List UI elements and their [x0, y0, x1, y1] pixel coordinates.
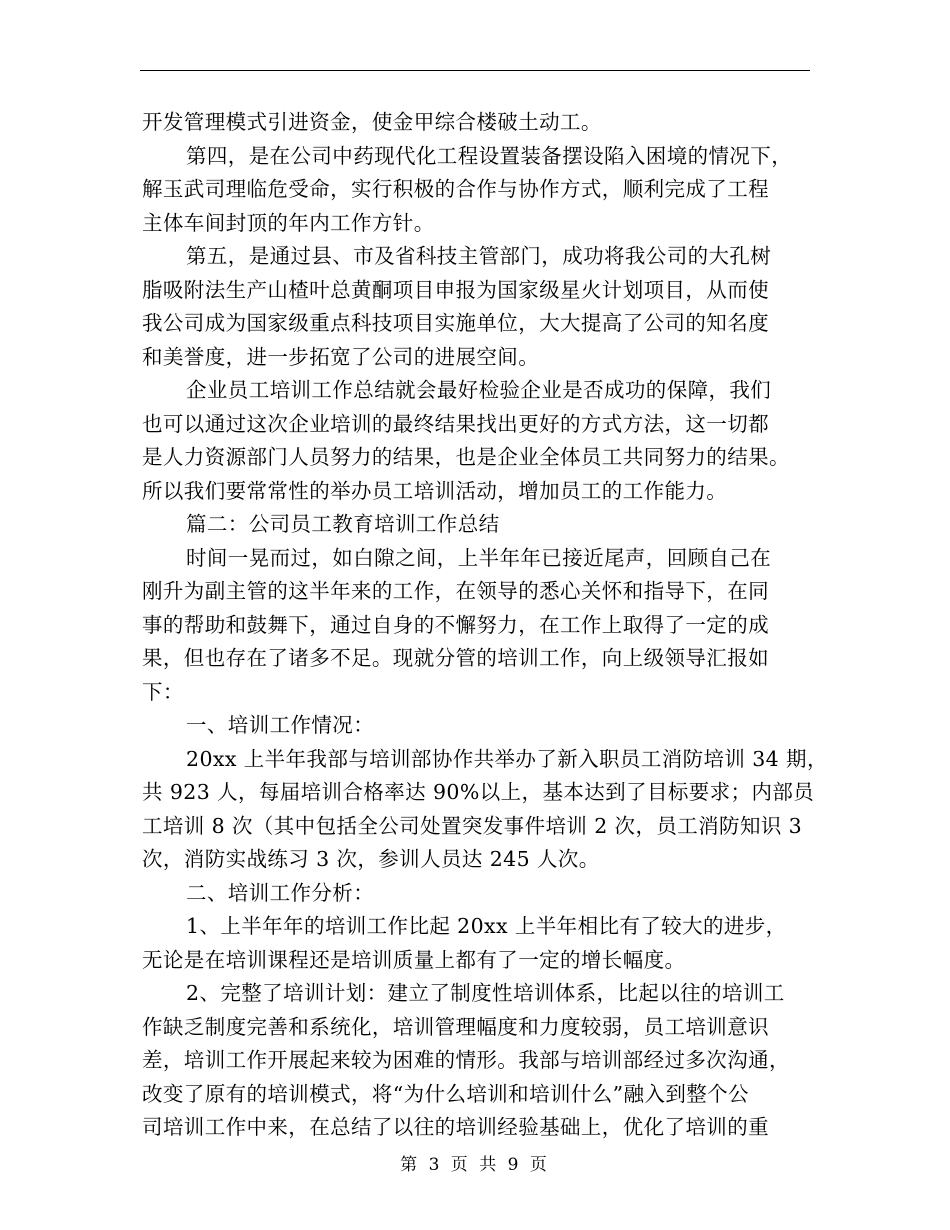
text-line: 所以我们要常常性的举办员工培训活动，增加员工的工作能力。: [142, 478, 728, 503]
page-footer: [0, 1150, 950, 1175]
text-line: 20xx 上半年我部与培训部协作共举办了新入职员工消防培训 34 期，: [186, 746, 828, 771]
text-line: 开发管理模式引进资金，使金甲综合楼破土动工。: [142, 110, 602, 134]
text-line: 次，消防实战练习 3 次，参训人员达 245 人次。: [142, 847, 600, 871]
text-line: 企业员工培训工作总结就会最好检验企业是否成功的保障，我们: [186, 378, 772, 402]
text-line: 是人力资源部门人员努力的结果，也是企业全体员工共同努力的结果。: [142, 445, 790, 469]
text-line: 解玉武司理临危受命，实行积极的合作与协作方式，顺利完成了工程: [142, 177, 769, 201]
text-line: 2、完整了培训计划：建立了制度性培训体系，比起以往的培训工: [186, 981, 785, 1005]
text-line: 时间一晃而过，如白隙之间，上半年年已接近尾声，回顾自己在: [186, 545, 772, 570]
text-line: 刚升为副主管的这半年来的工作，在领导的悉心关怀和指导下，在同: [142, 579, 769, 603]
text-line: 主体车间封顶的年内工作方针。: [142, 210, 435, 235]
text-line: 和美誉度，进一步拓宽了公司的进展空间。: [142, 344, 540, 369]
text-line: 下：: [142, 679, 184, 704]
text-line: 果，但也存在了诸多不足。现就分管的培训工作，向上级领导汇报如: [142, 646, 769, 670]
text-line: 司培训工作中来，在总结了以往的培训经验基础上，优化了培训的重: [142, 1115, 769, 1139]
text-line: 差，培训工作开展起来较为困难的情形。我部与培训部经过多次沟通，: [142, 1048, 790, 1072]
text-line: 脂吸附法生产山楂叶总黄酮项目申报为国家级星火计划项目，从而使: [142, 277, 769, 302]
footer-suffix: 页: [529, 1155, 550, 1175]
text-line: 共 923 人，每届培训合格率达 90%以上，基本达到了目标要求；内部员: [142, 780, 815, 804]
text-line: 一、培训工作情况：: [186, 713, 375, 737]
text-line: 第四，是在公司中药现代化工程设置装备摆设陷入困境的情况下，: [186, 143, 793, 168]
text-line: 二、培训工作分析：: [186, 880, 375, 905]
text-line: 改变了原有的培训模式，将“为什么培训和培训什么”融入到整个公: [142, 1081, 749, 1106]
text-line: 我公司成为国家级重点科技项目实施单位，大大提高了公司的知名度: [142, 311, 769, 335]
text-line: 无论是在培训课程还是培训质量上都有了一定的增长幅度。: [142, 947, 686, 972]
text-line: 1、上半年年的培训工作比起 20xx 上半年相比有了较大的进步，: [186, 914, 787, 938]
footer-page-total: 9: [507, 1155, 522, 1175]
text-line: 也可以通过这次企业培训的最终结果找出更好的方式方法，这一切都: [142, 411, 769, 436]
footer-page-number: 3: [428, 1155, 443, 1175]
footer-middle: 页 共: [450, 1155, 500, 1175]
text-line: 作缺乏制度完善和系统化，培训管理幅度和力度较弱，员工培训意识: [142, 1014, 769, 1039]
text-line: 第五，是通过县、市及省科技主管部门，成功将我公司的大孔树: [186, 244, 772, 268]
footer-prefix: 第: [400, 1155, 421, 1175]
header-rule: [140, 70, 810, 71]
document-body: [142, 106, 828, 1145]
text-line: 工培训 8 次（其中包括全公司处置突发事件培训 2 次，员工消防知识 3: [142, 813, 803, 838]
text-line: 篇二：公司员工教育培训工作总结: [186, 512, 500, 536]
text-line: 事的帮助和鼓舞下，通过自身的不懈努力，在工作上取得了一定的成: [142, 612, 769, 637]
